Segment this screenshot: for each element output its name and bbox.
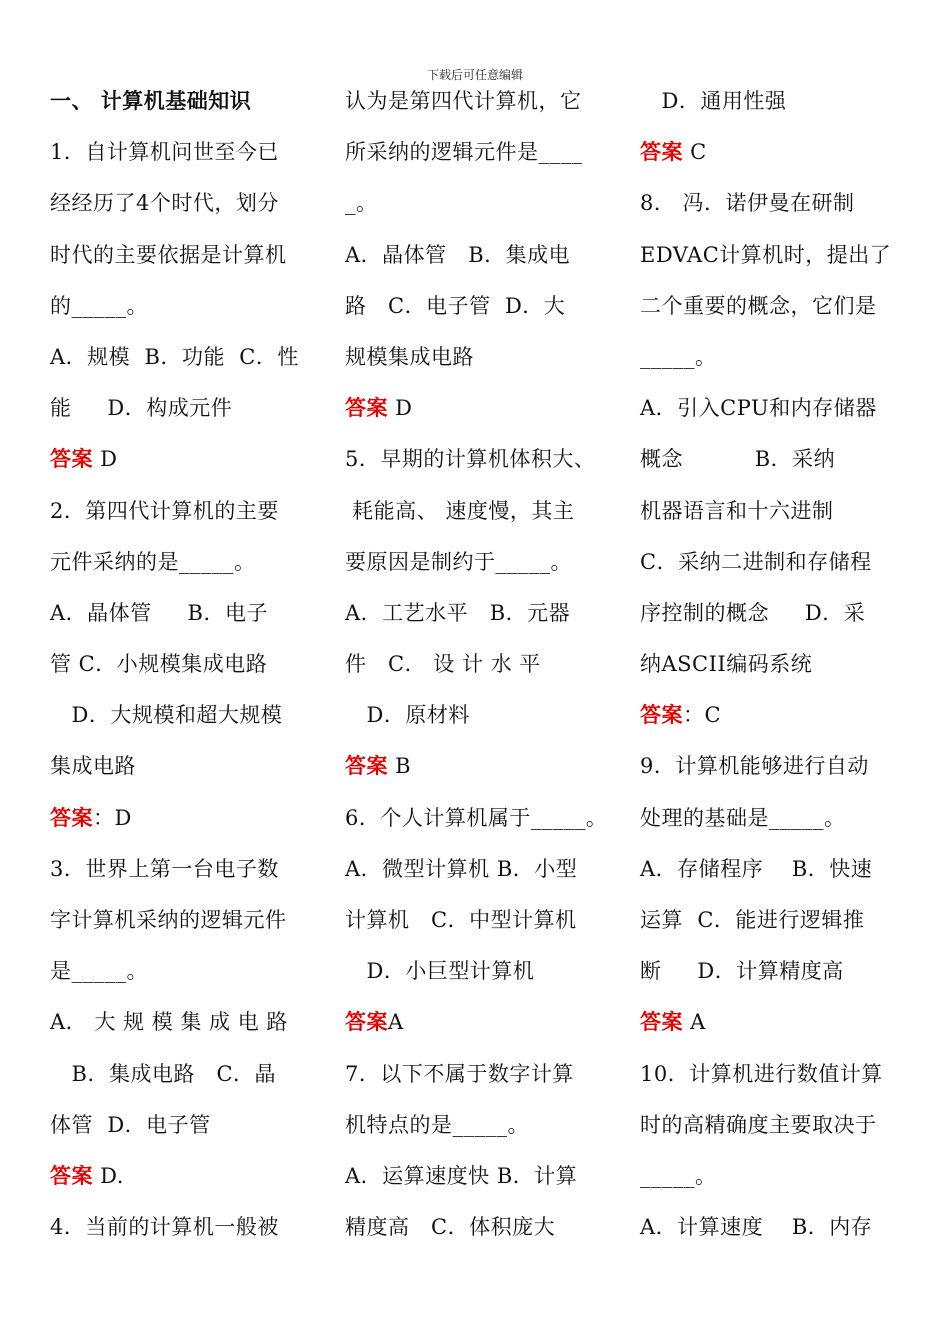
answer-value: A xyxy=(388,1010,404,1035)
text-line: 精度高 C．体积庞大 xyxy=(345,1215,556,1240)
text-line: 3．世界上第一台电子数 xyxy=(50,856,279,881)
text-line: 运算 C．能进行逻辑推 xyxy=(640,908,865,932)
text-line: 元件采纳的是_____。 xyxy=(50,549,256,574)
text-line: D．小巨型计算机 xyxy=(345,959,535,984)
answer-label: 答案 xyxy=(640,140,683,165)
text-line: 字计算机采纳的逻辑元件 xyxy=(50,908,287,932)
text-line: 8． 冯．诺伊曼在研制 xyxy=(640,191,855,216)
answer-value: D xyxy=(388,396,413,421)
answer-line xyxy=(640,127,902,178)
text-line: 计算机 C．中型计算机 xyxy=(345,908,577,932)
text-line: 的_____。 xyxy=(50,293,148,318)
text-line: 所采纳的逻辑元件是____ xyxy=(345,140,583,165)
text-line: 10．计算机进行数值计算 xyxy=(640,1061,883,1086)
text-line: D．通用性强 xyxy=(640,89,787,113)
answer-line xyxy=(345,741,607,792)
text-line: 管 C．小规模集成电路 xyxy=(50,652,268,677)
answer-value: ：C xyxy=(683,703,722,728)
text-line: 路 C．电子管 D．大 xyxy=(345,293,566,318)
answer-label: 答案 xyxy=(50,447,93,472)
text-line: D．大规模和超大规模 xyxy=(50,703,283,728)
answer-value: B xyxy=(388,754,412,779)
answer-line xyxy=(640,690,902,741)
text-line: _____。 xyxy=(640,1163,717,1188)
answer-line xyxy=(345,997,607,1048)
text-line: 规模集成电路 xyxy=(345,344,474,369)
text-line: 概念 B．采纳 xyxy=(640,447,836,472)
text-line: A．存储程序 B．快速 xyxy=(640,856,873,881)
text-line: A．规模 B．功能 C．性 xyxy=(50,344,299,369)
answer-label: 答案 xyxy=(640,703,683,728)
answer-line xyxy=(345,383,607,434)
text-line: A．微型计算机 B．小型 xyxy=(345,856,578,881)
text-line: 断 D．计算精度高 xyxy=(640,959,844,984)
column-right xyxy=(640,76,902,1253)
text-line: 经经历了4个时代，划分 xyxy=(50,191,279,216)
column-middle xyxy=(345,76,607,1253)
answer-value: D xyxy=(93,447,118,472)
text-line: 二个重要的概念，它们是 xyxy=(640,293,877,318)
text-line: A．运算速度快 B．计算 xyxy=(345,1163,578,1188)
answer-line xyxy=(50,1151,312,1202)
text-line: D．原材料 xyxy=(345,703,470,728)
answer-value: C xyxy=(683,140,707,165)
text-line: 时的高精确度主要取决于 xyxy=(640,1112,877,1137)
text-line: 纳ASCII编码系统 xyxy=(640,652,813,677)
text-line: A．引入CPU和内存储器 xyxy=(640,396,877,421)
text-line: 2．第四代计算机的主要 xyxy=(50,498,279,523)
text-line: 是_____。 xyxy=(50,959,148,984)
page-header: 下载后可任意编辑 xyxy=(426,68,523,82)
text-line: A． 大 规 模 集 成 电 路 xyxy=(50,1010,288,1035)
text-line: 时代的主要依据是计算机 xyxy=(50,242,287,267)
text-line: 集成电路 xyxy=(50,754,136,779)
text-line: 7．以下不属于数字计算 xyxy=(345,1061,574,1086)
text-line: 能 D．构成元件 xyxy=(50,396,233,421)
text-line: A．计算速度 B．内存 xyxy=(640,1215,873,1240)
answer-label: 答案 xyxy=(640,1010,683,1035)
section-heading: 一、 计算机基础知识 xyxy=(50,89,252,113)
text-line: 认为是第四代计算机，它 xyxy=(345,89,582,113)
answer-value: ：D xyxy=(93,805,132,830)
text-line: 6．个人计算机属于_____。 xyxy=(345,805,608,830)
answer-value: A xyxy=(683,1010,706,1035)
column-left xyxy=(50,76,312,1253)
text-line: C．采纳二进制和存储程 xyxy=(640,549,872,574)
answer-label: 答案 xyxy=(50,1163,93,1188)
text-line: EDVAC计算机时，提出了 xyxy=(640,242,892,267)
answer-label: 答案 xyxy=(345,1010,388,1035)
answer-line xyxy=(640,997,902,1048)
text-line: 1．自计算机问世至今已 xyxy=(50,140,279,165)
text-line: A．工艺水平 B．元器 xyxy=(345,600,571,625)
text-line: 序控制的概念 D．采 xyxy=(640,600,866,625)
text-line: 5．早期的计算机体积大、 xyxy=(345,447,596,472)
answer-line xyxy=(50,434,312,485)
text-line: 机特点的是_____。 xyxy=(345,1112,529,1137)
text-line: 机器语言和十六进制 xyxy=(640,498,834,523)
text-line: A．晶体管 B．集成电 xyxy=(345,242,571,267)
answer-label: 答案 xyxy=(50,805,93,830)
text-line: 4．当前的计算机一般被 xyxy=(50,1215,279,1240)
text-line: B．集成电路 C．晶 xyxy=(50,1061,277,1086)
answer-line xyxy=(50,793,312,844)
answer-label: 答案 xyxy=(345,754,388,779)
text-line: 件 C． 设 计 水 平 xyxy=(345,652,541,677)
answer-label: 答案 xyxy=(345,396,388,421)
text-line: 体管 D．电子管 xyxy=(50,1112,211,1137)
text-line: 处理的基础是_____。 xyxy=(640,805,846,830)
text-line: 要原因是制约于_____。 xyxy=(345,549,572,574)
text-line: 耗能高、 速度慢，其主 xyxy=(345,498,575,523)
text-line: 9．计算机能够进行自动 xyxy=(640,754,869,779)
text-line: _____。 xyxy=(640,344,717,369)
text-line: _。 xyxy=(345,191,378,216)
text-line: A．晶体管 B．电子 xyxy=(50,600,268,625)
answer-value: D. xyxy=(93,1163,124,1188)
